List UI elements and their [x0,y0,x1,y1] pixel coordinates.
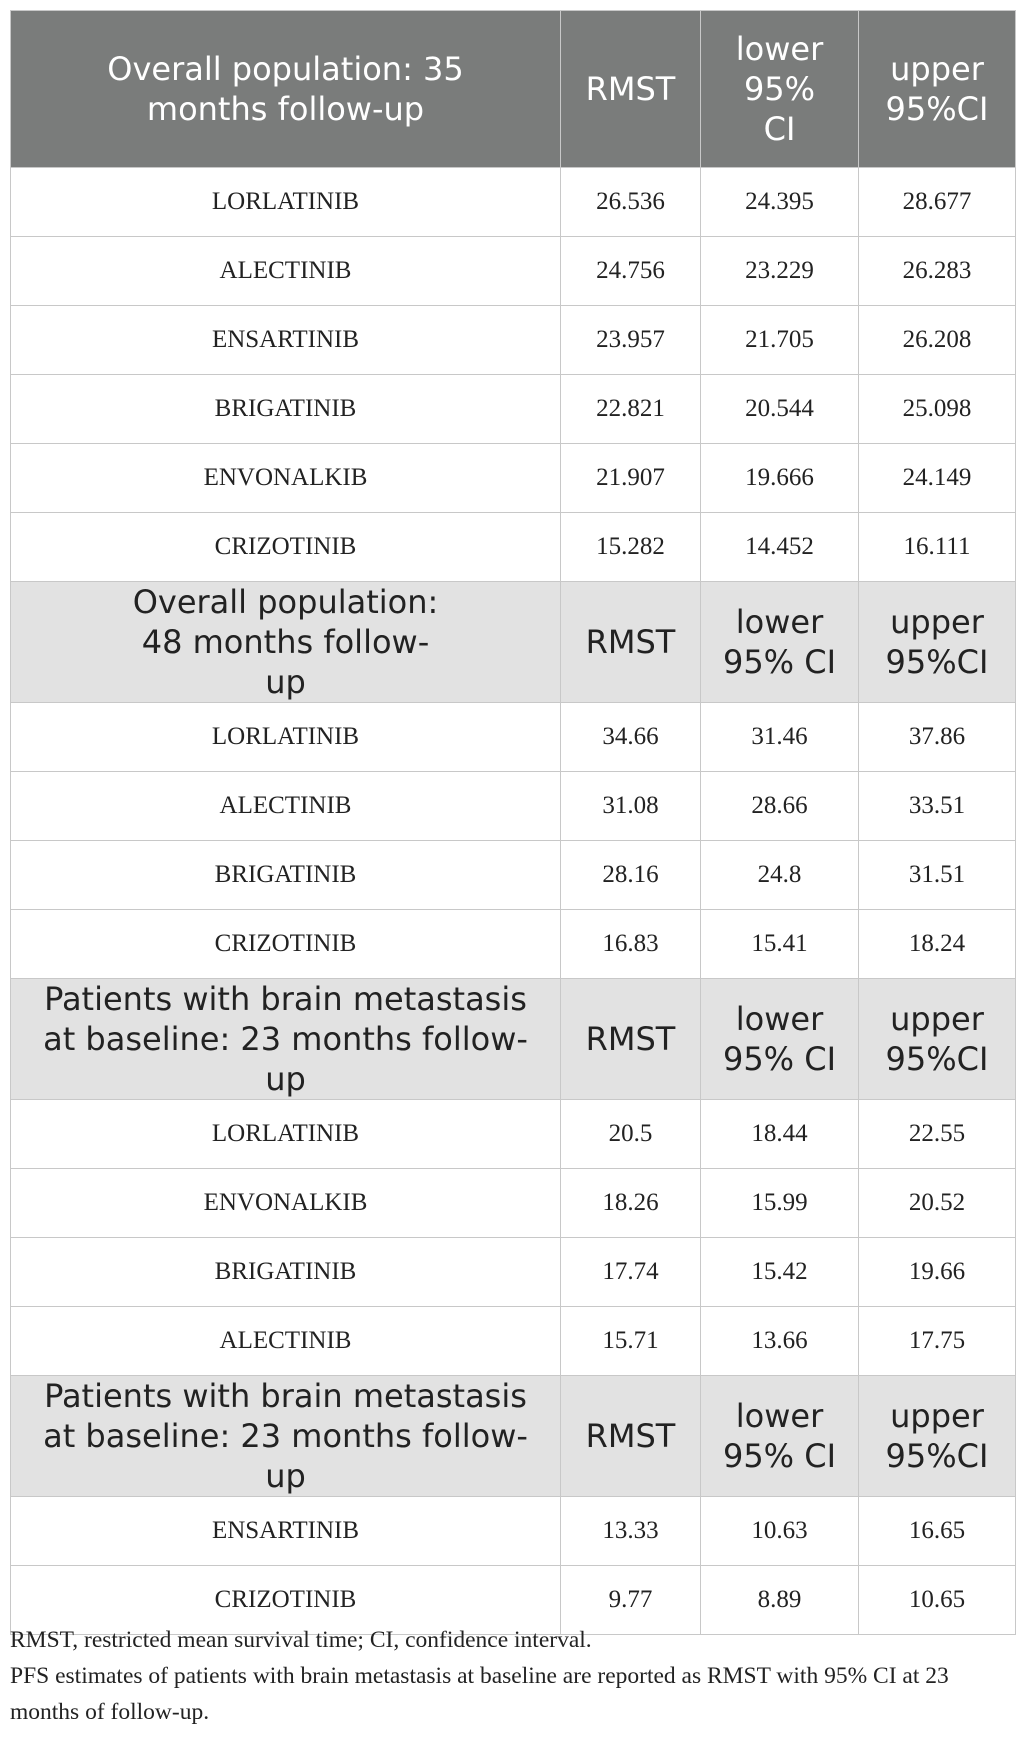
rmst-value: 28.16 [561,841,701,910]
section-header [11,11,1016,168]
lower-ci-value: 19.666 [701,444,859,513]
drug-name: BRIGATINIB [11,1238,561,1307]
upper-ci-value: 16.111 [859,513,1016,582]
lower-ci-value: 31.46 [701,703,859,772]
section-header [11,979,1016,1100]
table-row [11,1497,1016,1566]
upper-ci-header: upper 95%CI [859,1376,1016,1497]
lower-ci-value: 18.44 [701,1100,859,1169]
upper-ci-header: upper 95%CI [859,979,1016,1100]
drug-name: ENVONALKIB [11,1169,561,1238]
drug-name: ALECTINIB [11,1307,561,1376]
upper-ci-value: 17.75 [859,1307,1016,1376]
rmst-header: RMST [561,979,701,1100]
drug-name: ENSARTINIB [11,1497,561,1566]
rmst-value: 24.756 [561,237,701,306]
lower-ci-header: lower 95% CI [701,979,859,1100]
section-header [11,582,1016,703]
rmst-value: 23.957 [561,306,701,375]
section-title: Patients with brain metastasis at baseline: 23 months follow-up [11,979,561,1100]
upper-ci-value: 33.51 [859,772,1016,841]
rmst-header: RMST [561,11,701,168]
upper-ci-value: 25.098 [859,375,1016,444]
section-title: Overall population: 48 months follow-up [11,582,561,703]
pfs-footnote: PFS estimates of patients with brain metastasis at baseline are reported as RMST with 95% CI at 23 months of follow-up. [10,1663,949,1725]
drug-name: LORLATINIB [11,1100,561,1169]
lower-ci-value: 24.395 [701,168,859,237]
rmst-value: 21.907 [561,444,701,513]
table-footnotes [10,1622,1020,1730]
drug-name: BRIGATINIB [11,375,561,444]
lower-ci-value: 23.229 [701,237,859,306]
table-row [11,1238,1016,1307]
lower-ci-value: 28.66 [701,772,859,841]
drug-name: LORLATINIB [11,168,561,237]
upper-ci-value: 16.65 [859,1497,1016,1566]
drug-name: CRIZOTINIB [11,513,561,582]
drug-name: ENVONALKIB [11,444,561,513]
results-table-container [10,10,1015,1635]
drug-name: LORLATINIB [11,703,561,772]
table-row [11,1169,1016,1238]
rmst-value: 17.74 [561,1238,701,1307]
lower-ci-value: 15.41 [701,910,859,979]
table-row [11,513,1016,582]
drug-name: CRIZOTINIB [11,1566,561,1635]
table-row [11,168,1016,237]
upper-ci-value: 20.52 [859,1169,1016,1238]
rmst-value: 34.66 [561,703,701,772]
rmst-header: RMST [561,582,701,703]
rmst-value: 16.83 [561,910,701,979]
upper-ci-value: 37.86 [859,703,1016,772]
table-row [11,444,1016,513]
table-row [11,910,1016,979]
upper-ci-value: 28.677 [859,168,1016,237]
section-title: Overall population: 35 months follow-up [11,11,561,168]
table-row [11,237,1016,306]
rmst-value: 20.5 [561,1100,701,1169]
lower-ci-header: lower 95% CI [701,1376,859,1497]
upper-ci-value: 26.283 [859,237,1016,306]
lower-ci-header: lower 95% CI [701,11,859,168]
table-row [11,306,1016,375]
drug-name: ALECTINIB [11,772,561,841]
abbreviation-footnote: RMST, restricted mean survival time; CI, confidence interval. [10,1627,592,1653]
drug-name: CRIZOTINIB [11,910,561,979]
drug-name: BRIGATINIB [11,841,561,910]
drug-name: ALECTINIB [11,237,561,306]
upper-ci-value: 18.24 [859,910,1016,979]
lower-ci-value: 24.8 [701,841,859,910]
lower-ci-value: 13.66 [701,1307,859,1376]
lower-ci-value: 15.99 [701,1169,859,1238]
table-row [11,841,1016,910]
table-row [11,375,1016,444]
upper-ci-value: 31.51 [859,841,1016,910]
upper-ci-value: 24.149 [859,444,1016,513]
rmst-table [10,10,1016,1635]
section-title: Patients with brain metastasis at baseline: 23 months follow-up [11,1376,561,1497]
table-row [11,1100,1016,1169]
section-header [11,1376,1016,1497]
rmst-header: RMST [561,1376,701,1497]
upper-ci-value: 26.208 [859,306,1016,375]
table-row [11,703,1016,772]
rmst-value: 15.71 [561,1307,701,1376]
table-row [11,772,1016,841]
upper-ci-header: upper 95%CI [859,582,1016,703]
rmst-value: 18.26 [561,1169,701,1238]
lower-ci-value: 10.63 [701,1497,859,1566]
drug-name: ENSARTINIB [11,306,561,375]
upper-ci-header: upper 95%CI [859,11,1016,168]
lower-ci-value: 21.705 [701,306,859,375]
rmst-value: 15.282 [561,513,701,582]
upper-ci-value: 22.55 [859,1100,1016,1169]
rmst-value: 26.536 [561,168,701,237]
lower-ci-value: 14.452 [701,513,859,582]
rmst-value: 31.08 [561,772,701,841]
lower-ci-value: 20.544 [701,375,859,444]
lower-ci-header: lower 95% CI [701,582,859,703]
lower-ci-value: 15.42 [701,1238,859,1307]
rmst-value: 13.33 [561,1497,701,1566]
table-row [11,1307,1016,1376]
upper-ci-value: 10.65 [859,1566,1016,1635]
lower-ci-value: 8.89 [701,1566,859,1635]
rmst-value: 9.77 [561,1566,701,1635]
upper-ci-value: 19.66 [859,1238,1016,1307]
rmst-value: 22.821 [561,375,701,444]
